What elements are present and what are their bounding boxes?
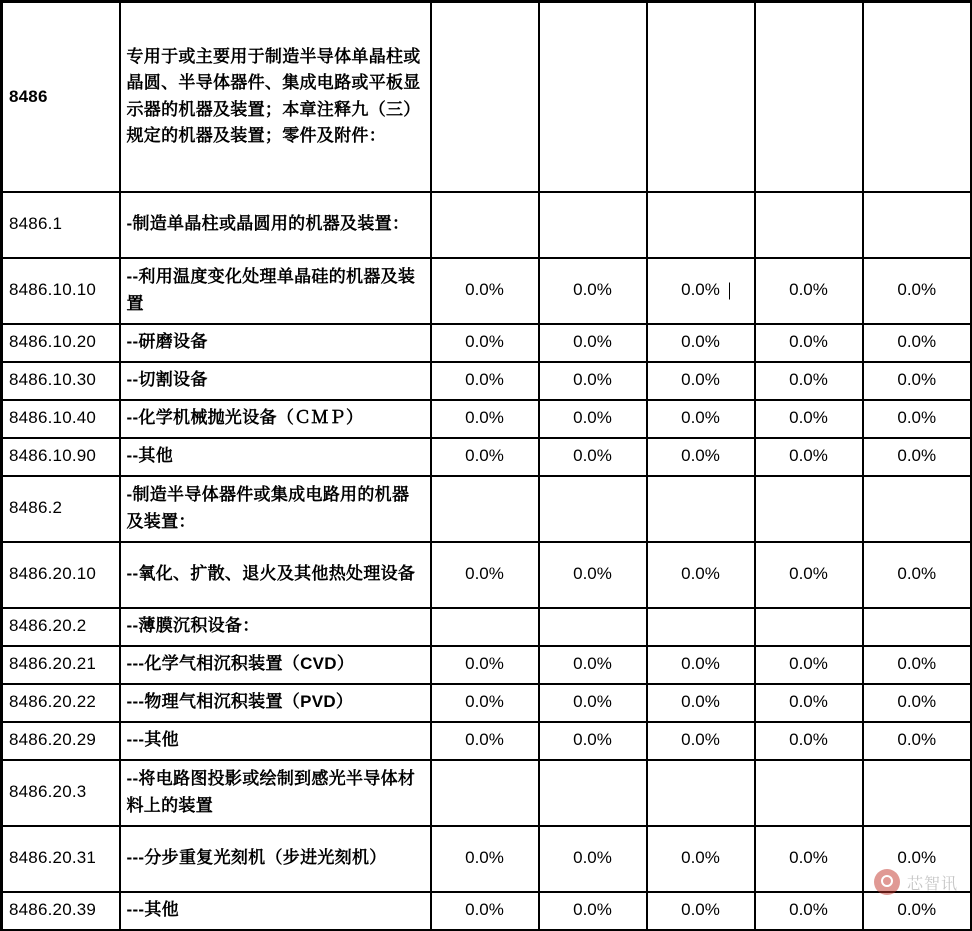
row-rate-2: 0.0% bbox=[539, 258, 647, 324]
row-rate-2 bbox=[539, 760, 647, 826]
row-rate-3 bbox=[647, 608, 755, 646]
row-description: ---化学气相沉积装置（CVD） bbox=[120, 646, 431, 684]
table-row bbox=[2, 760, 972, 826]
row-rate-5 bbox=[863, 608, 972, 646]
row-rate-2 bbox=[539, 192, 647, 258]
table-row bbox=[2, 608, 972, 646]
row-rate-4 bbox=[755, 608, 863, 646]
row-rate-1: 0.0% bbox=[431, 892, 539, 930]
row-rate-2: 0.0% bbox=[539, 400, 647, 438]
row-code: 8486.20.39 bbox=[2, 892, 120, 930]
table-row bbox=[2, 892, 972, 930]
row-rate-4: 0.0% bbox=[755, 258, 863, 324]
row-description: ---分步重复光刻机（步进光刻机） bbox=[120, 826, 431, 892]
row-rate-1: 0.0% bbox=[431, 542, 539, 608]
table-row bbox=[2, 2, 972, 192]
row-rate-5: 0.0% bbox=[863, 258, 972, 324]
row-code: 8486.2 bbox=[2, 476, 120, 542]
row-rate-4 bbox=[755, 476, 863, 542]
row-rate-3 bbox=[647, 760, 755, 826]
row-rate-4: 0.0% bbox=[755, 892, 863, 930]
table-row bbox=[2, 646, 972, 684]
row-code: 8486.10.40 bbox=[2, 400, 120, 438]
row-rate-4: 0.0% bbox=[755, 324, 863, 362]
table-row bbox=[2, 684, 972, 722]
row-description: --薄膜沉积设备： bbox=[120, 608, 431, 646]
row-code: 8486.10.90 bbox=[2, 438, 120, 476]
table-row bbox=[2, 722, 972, 760]
table-row bbox=[2, 258, 972, 324]
row-description: --氧化、扩散、退火及其他热处理设备 bbox=[120, 542, 431, 608]
row-rate-3: 0.0% bbox=[647, 400, 755, 438]
row-rate-4 bbox=[755, 2, 863, 192]
row-rate-1: 0.0% bbox=[431, 324, 539, 362]
row-rate-3: 0.0% bbox=[647, 362, 755, 400]
row-rate-4: 0.0% bbox=[755, 684, 863, 722]
row-rate-2: 0.0% bbox=[539, 826, 647, 892]
row-code: 8486.10.20 bbox=[2, 324, 120, 362]
row-rate-3: 0.0% bbox=[647, 438, 755, 476]
watermark-label: 芯智讯 bbox=[906, 875, 958, 893]
row-rate-1: 0.0% bbox=[431, 258, 539, 324]
row-rate-4 bbox=[755, 760, 863, 826]
row-code: 8486.10.30 bbox=[2, 362, 120, 400]
row-code: 8486.20.3 bbox=[2, 760, 120, 826]
row-rate-4: 0.0% bbox=[755, 722, 863, 760]
row-rate-5 bbox=[863, 2, 972, 192]
row-rate-1: 0.0% bbox=[431, 722, 539, 760]
row-rate-5: 0.0% bbox=[863, 324, 972, 362]
row-rate-1 bbox=[431, 2, 539, 192]
row-rate-4: 0.0% bbox=[755, 646, 863, 684]
table-row bbox=[2, 438, 972, 476]
row-code: 8486.20.10 bbox=[2, 542, 120, 608]
row-rate-3 bbox=[647, 476, 755, 542]
row-code: 8486.20.31 bbox=[2, 826, 120, 892]
row-rate-5 bbox=[863, 476, 972, 542]
row-rate-1: 0.0% bbox=[431, 400, 539, 438]
row-rate-3: 0.0% bbox=[647, 258, 755, 324]
row-rate-5: 0.0% bbox=[863, 400, 972, 438]
row-rate-1: 0.0% bbox=[431, 646, 539, 684]
row-rate-4 bbox=[755, 192, 863, 258]
row-rate-2 bbox=[539, 2, 647, 192]
table-row bbox=[2, 324, 972, 362]
row-rate-1: 0.0% bbox=[431, 826, 539, 892]
row-rate-5 bbox=[863, 760, 972, 826]
row-rate-3: 0.0% bbox=[647, 646, 755, 684]
row-rate-3 bbox=[647, 2, 755, 192]
row-rate-5: 0.0% bbox=[863, 722, 972, 760]
row-description: ---物理气相沉积装置（PVD） bbox=[120, 684, 431, 722]
row-rate-5: 0.0% bbox=[863, 826, 972, 892]
row-description: -制造半导体器件或集成电路用的机器及装置： bbox=[120, 476, 431, 542]
row-rate-1: 0.0% bbox=[431, 438, 539, 476]
row-rate-5: 0.0% bbox=[863, 542, 972, 608]
row-rate-3: 0.0% bbox=[647, 826, 755, 892]
row-rate-4: 0.0% bbox=[755, 826, 863, 892]
row-rate-5: 0.0% bbox=[863, 646, 972, 684]
row-description: ---其他 bbox=[120, 722, 431, 760]
row-description: --研磨设备 bbox=[120, 324, 431, 362]
row-rate-1: 0.0% bbox=[431, 684, 539, 722]
row-code: 8486.20.29 bbox=[2, 722, 120, 760]
row-rate-2 bbox=[539, 608, 647, 646]
row-rate-2: 0.0% bbox=[539, 362, 647, 400]
row-rate-2: 0.0% bbox=[539, 438, 647, 476]
row-rate-1 bbox=[431, 476, 539, 542]
row-rate-3: 0.0% bbox=[647, 722, 755, 760]
row-description: --将电路图投影或绘制到感光半导体材料上的装置 bbox=[120, 760, 431, 826]
row-rate-2: 0.0% bbox=[539, 684, 647, 722]
row-rate-5: 0.0% bbox=[863, 362, 972, 400]
row-rate-4: 0.0% bbox=[755, 362, 863, 400]
row-rate-5 bbox=[863, 192, 972, 258]
row-rate-1: 0.0% bbox=[431, 362, 539, 400]
row-description: --化学机械抛光设备（ＣＭＰ） bbox=[120, 400, 431, 438]
row-rate-3: 0.0% bbox=[647, 684, 755, 722]
row-code: 8486 bbox=[2, 2, 120, 192]
row-description: --利用温度变化处理单晶硅的机器及装置 bbox=[120, 258, 431, 324]
row-rate-2: 0.0% bbox=[539, 892, 647, 930]
table-row bbox=[2, 192, 972, 258]
row-rate-2: 0.0% bbox=[539, 542, 647, 608]
row-rate-1 bbox=[431, 760, 539, 826]
row-code: 8486.20.21 bbox=[2, 646, 120, 684]
row-rate-3 bbox=[647, 192, 755, 258]
row-description: --其他 bbox=[120, 438, 431, 476]
row-rate-3: 0.0% bbox=[647, 324, 755, 362]
row-code: 8486.10.10 bbox=[2, 258, 120, 324]
row-rate-5: 0.0% bbox=[863, 684, 972, 722]
row-rate-2: 0.0% bbox=[539, 646, 647, 684]
row-rate-2 bbox=[539, 476, 647, 542]
row-code: 8486.20.22 bbox=[2, 684, 120, 722]
tariff-table-body bbox=[2, 2, 972, 930]
table-row bbox=[2, 362, 972, 400]
row-rate-5: 0.0% bbox=[863, 438, 972, 476]
row-rate-1 bbox=[431, 608, 539, 646]
row-rate-3: 0.0% bbox=[647, 542, 755, 608]
row-rate-2: 0.0% bbox=[539, 324, 647, 362]
row-description: --切割设备 bbox=[120, 362, 431, 400]
table-row bbox=[2, 542, 972, 608]
row-description: -制造单晶柱或晶圆用的机器及装置： bbox=[120, 192, 431, 258]
row-code: 8486.1 bbox=[2, 192, 120, 258]
table-row bbox=[2, 476, 972, 542]
row-rate-1 bbox=[431, 192, 539, 258]
row-rate-5: 0.0% bbox=[863, 892, 972, 930]
row-description: 专用于或主要用于制造半导体单晶柱或晶圆、半导体器件、集成电路或平板显示器的机器及装置；本章注释九（三）规定的机器及装置；零件及附件： bbox=[120, 2, 431, 192]
row-rate-4: 0.0% bbox=[755, 542, 863, 608]
row-rate-4: 0.0% bbox=[755, 400, 863, 438]
row-description: ---其他 bbox=[120, 892, 431, 930]
table-row bbox=[2, 400, 972, 438]
row-rate-4: 0.0% bbox=[755, 438, 863, 476]
row-code: 8486.20.2 bbox=[2, 608, 120, 646]
row-rate-2: 0.0% bbox=[539, 722, 647, 760]
row-rate-3: 0.0% bbox=[647, 892, 755, 930]
table-row bbox=[2, 826, 972, 892]
